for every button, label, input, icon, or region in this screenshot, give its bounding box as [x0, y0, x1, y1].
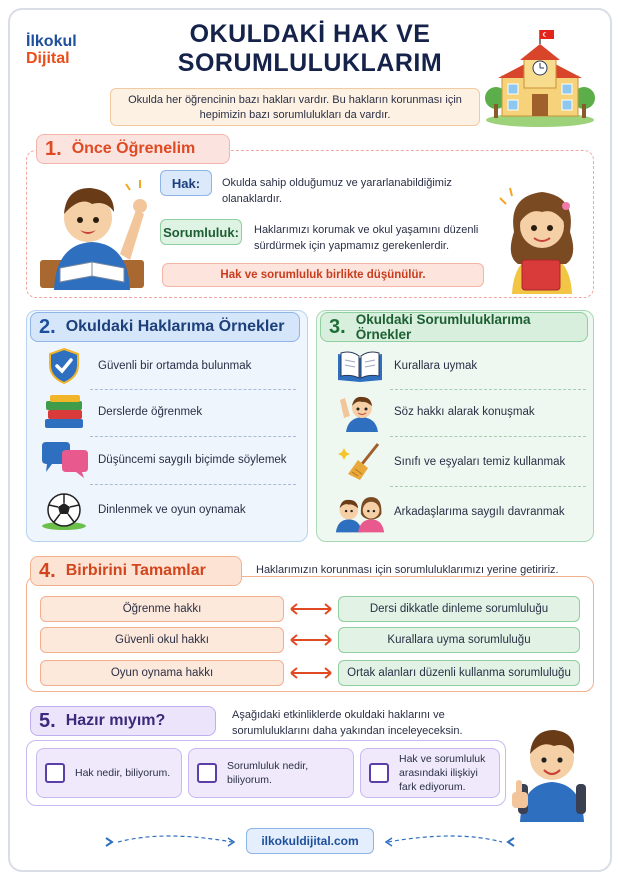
list-item [334, 492, 565, 532]
section-2-title: Okuldaki Haklarıma Örnekler [65, 318, 285, 335]
list-item-text: Sınıfı ve eşyaları temiz kullanmak [394, 456, 566, 468]
intro-line-1: Okulda her öğrencinin bazı hakları vardır. Bu hakların korunması için [128, 94, 462, 106]
responsibility-box: Dersi dikkatle dinleme sorumluluğu [338, 596, 580, 622]
checklist-line: Hak nedir, biliyorum. [75, 766, 171, 779]
books-icon [38, 392, 90, 432]
right-box: Öğrenme hakkı [40, 596, 284, 622]
section-5-note: Aşağıdaki etkinliklerde okuldaki haklarını ve sorumluluklarını daha yakından inceleyeceksin. [232, 709, 463, 737]
checklist-item[interactable] [360, 748, 500, 798]
list-item [38, 440, 287, 480]
double-arrow-icon [288, 660, 334, 686]
checklist-line: Hak ve sorumluluk [399, 752, 486, 765]
divider [390, 389, 586, 390]
list-item-text: Arkadaşlarıma saygılı davranmak [394, 506, 565, 518]
checklist-text [399, 752, 485, 795]
section-4-title: Birbirini Tamamlar [65, 562, 206, 579]
double-arrow-icon [288, 627, 334, 653]
intro-text [110, 88, 480, 126]
checklist-item[interactable] [188, 748, 354, 798]
responsibility-box: Ortak alanları düzenli kullanma sorumluluğu [338, 660, 580, 686]
section-4-note: Haklarımızın korunması için sorumluluklarımızı yerine getiririz. [256, 564, 559, 576]
footer-decoration-right-icon [382, 832, 516, 852]
speech-bubbles-icon [38, 440, 90, 480]
broom-icon [334, 442, 386, 482]
section-4-number: 4. [39, 559, 56, 582]
checklist-text [75, 766, 170, 780]
section-1-number: 1. [45, 137, 62, 160]
page-title [140, 20, 480, 78]
list-item-text: Derslerde öğrenmek [98, 406, 203, 418]
title-line-2: SORUMLULUKLARIM [177, 48, 443, 77]
hak-definition: Okulda sahip olduğumuz ve yararlanabildiğimiz olanaklardır. [222, 177, 452, 205]
brand-line-2: Dijital [26, 49, 70, 67]
boy-reading-icon [36, 170, 148, 290]
list-item [38, 392, 202, 432]
divider [390, 436, 586, 437]
section-2-header [30, 312, 300, 342]
section-5-number: 5. [39, 709, 56, 732]
right-box: Oyun oynama hakkı [40, 660, 284, 686]
boy-thumbs-up-icon [510, 718, 594, 822]
divider [90, 484, 296, 485]
responsibility-box: Kurallara uyma sorumluluğu [338, 627, 580, 653]
divider [90, 389, 296, 390]
checkbox[interactable] [45, 763, 65, 783]
title-line-1: OKULDAKİ HAK VE [189, 20, 431, 48]
list-item [38, 346, 251, 386]
section-3-header [320, 312, 588, 342]
divider [90, 436, 296, 437]
checkbox[interactable] [197, 763, 217, 783]
list-item [334, 442, 565, 482]
shield-check-icon [38, 346, 90, 386]
checklist-text [227, 759, 353, 787]
sorumluluk-label-chip: Sorumluluk: [160, 219, 242, 245]
double-arrow-icon [288, 596, 334, 622]
list-item-text: Güvenli bir ortamda bulunmak [98, 360, 252, 372]
hak-label-chip: Hak: [160, 170, 212, 196]
list-item [38, 490, 246, 530]
section-2-number: 2. [39, 315, 56, 338]
brand-line-1: İlkokul [26, 33, 77, 50]
section-4-header [30, 556, 242, 586]
friends-icon [334, 492, 386, 532]
open-book-icon [334, 346, 386, 386]
checklist-line: arasındaki ilişkiyi [399, 766, 478, 779]
checklist-item[interactable] [36, 748, 182, 798]
footer-url[interactable]: ilkokuldijital.com [246, 828, 374, 854]
section-3-number: 3. [329, 315, 346, 338]
section-1-title: Önce Öğrenelim [71, 140, 196, 157]
checklist-line: Sorumluluk nedir, biliyorum. [227, 759, 309, 786]
list-item-text: Söz hakkı alarak konuşmak [394, 406, 535, 418]
list-item [334, 346, 477, 386]
divider [390, 486, 586, 487]
right-box: Güvenli okul hakkı [40, 627, 284, 653]
together-banner: Hak ve sorumluluk birlikte düşünülür. [162, 263, 484, 287]
list-item-text: Dinlenmek ve oyun oynamak [98, 504, 246, 516]
list-item-text: Düşüncemi saygılı biçimde söylemek [98, 454, 287, 466]
school-building-icon [484, 28, 596, 128]
sorumluluk-definition: Haklarımızı korumak ve okul yaşamını düzenli sürdürmek için yapmamız gerekenlerdir. [254, 224, 479, 252]
brand-logo [26, 34, 77, 68]
raising-hand-child-icon [334, 392, 386, 432]
section-5-header [30, 706, 216, 736]
footer-decoration-left-icon [104, 832, 238, 852]
checklist-line: fark ediyorum. [399, 781, 466, 794]
soccer-ball-icon [38, 490, 90, 530]
girl-with-book-icon [496, 172, 588, 294]
list-item-text: Kurallara uymak [394, 360, 478, 372]
intro-line-2: hepimizin bazı sorumlulukları da vardır. [199, 109, 391, 122]
list-item [334, 392, 535, 432]
section-3-title: Okuldaki Sorumluluklarıma Örnekler [355, 312, 531, 342]
checkbox[interactable] [369, 763, 389, 783]
section-1-header [36, 134, 230, 164]
section-5-title: Hazır mıyım? [65, 712, 166, 729]
